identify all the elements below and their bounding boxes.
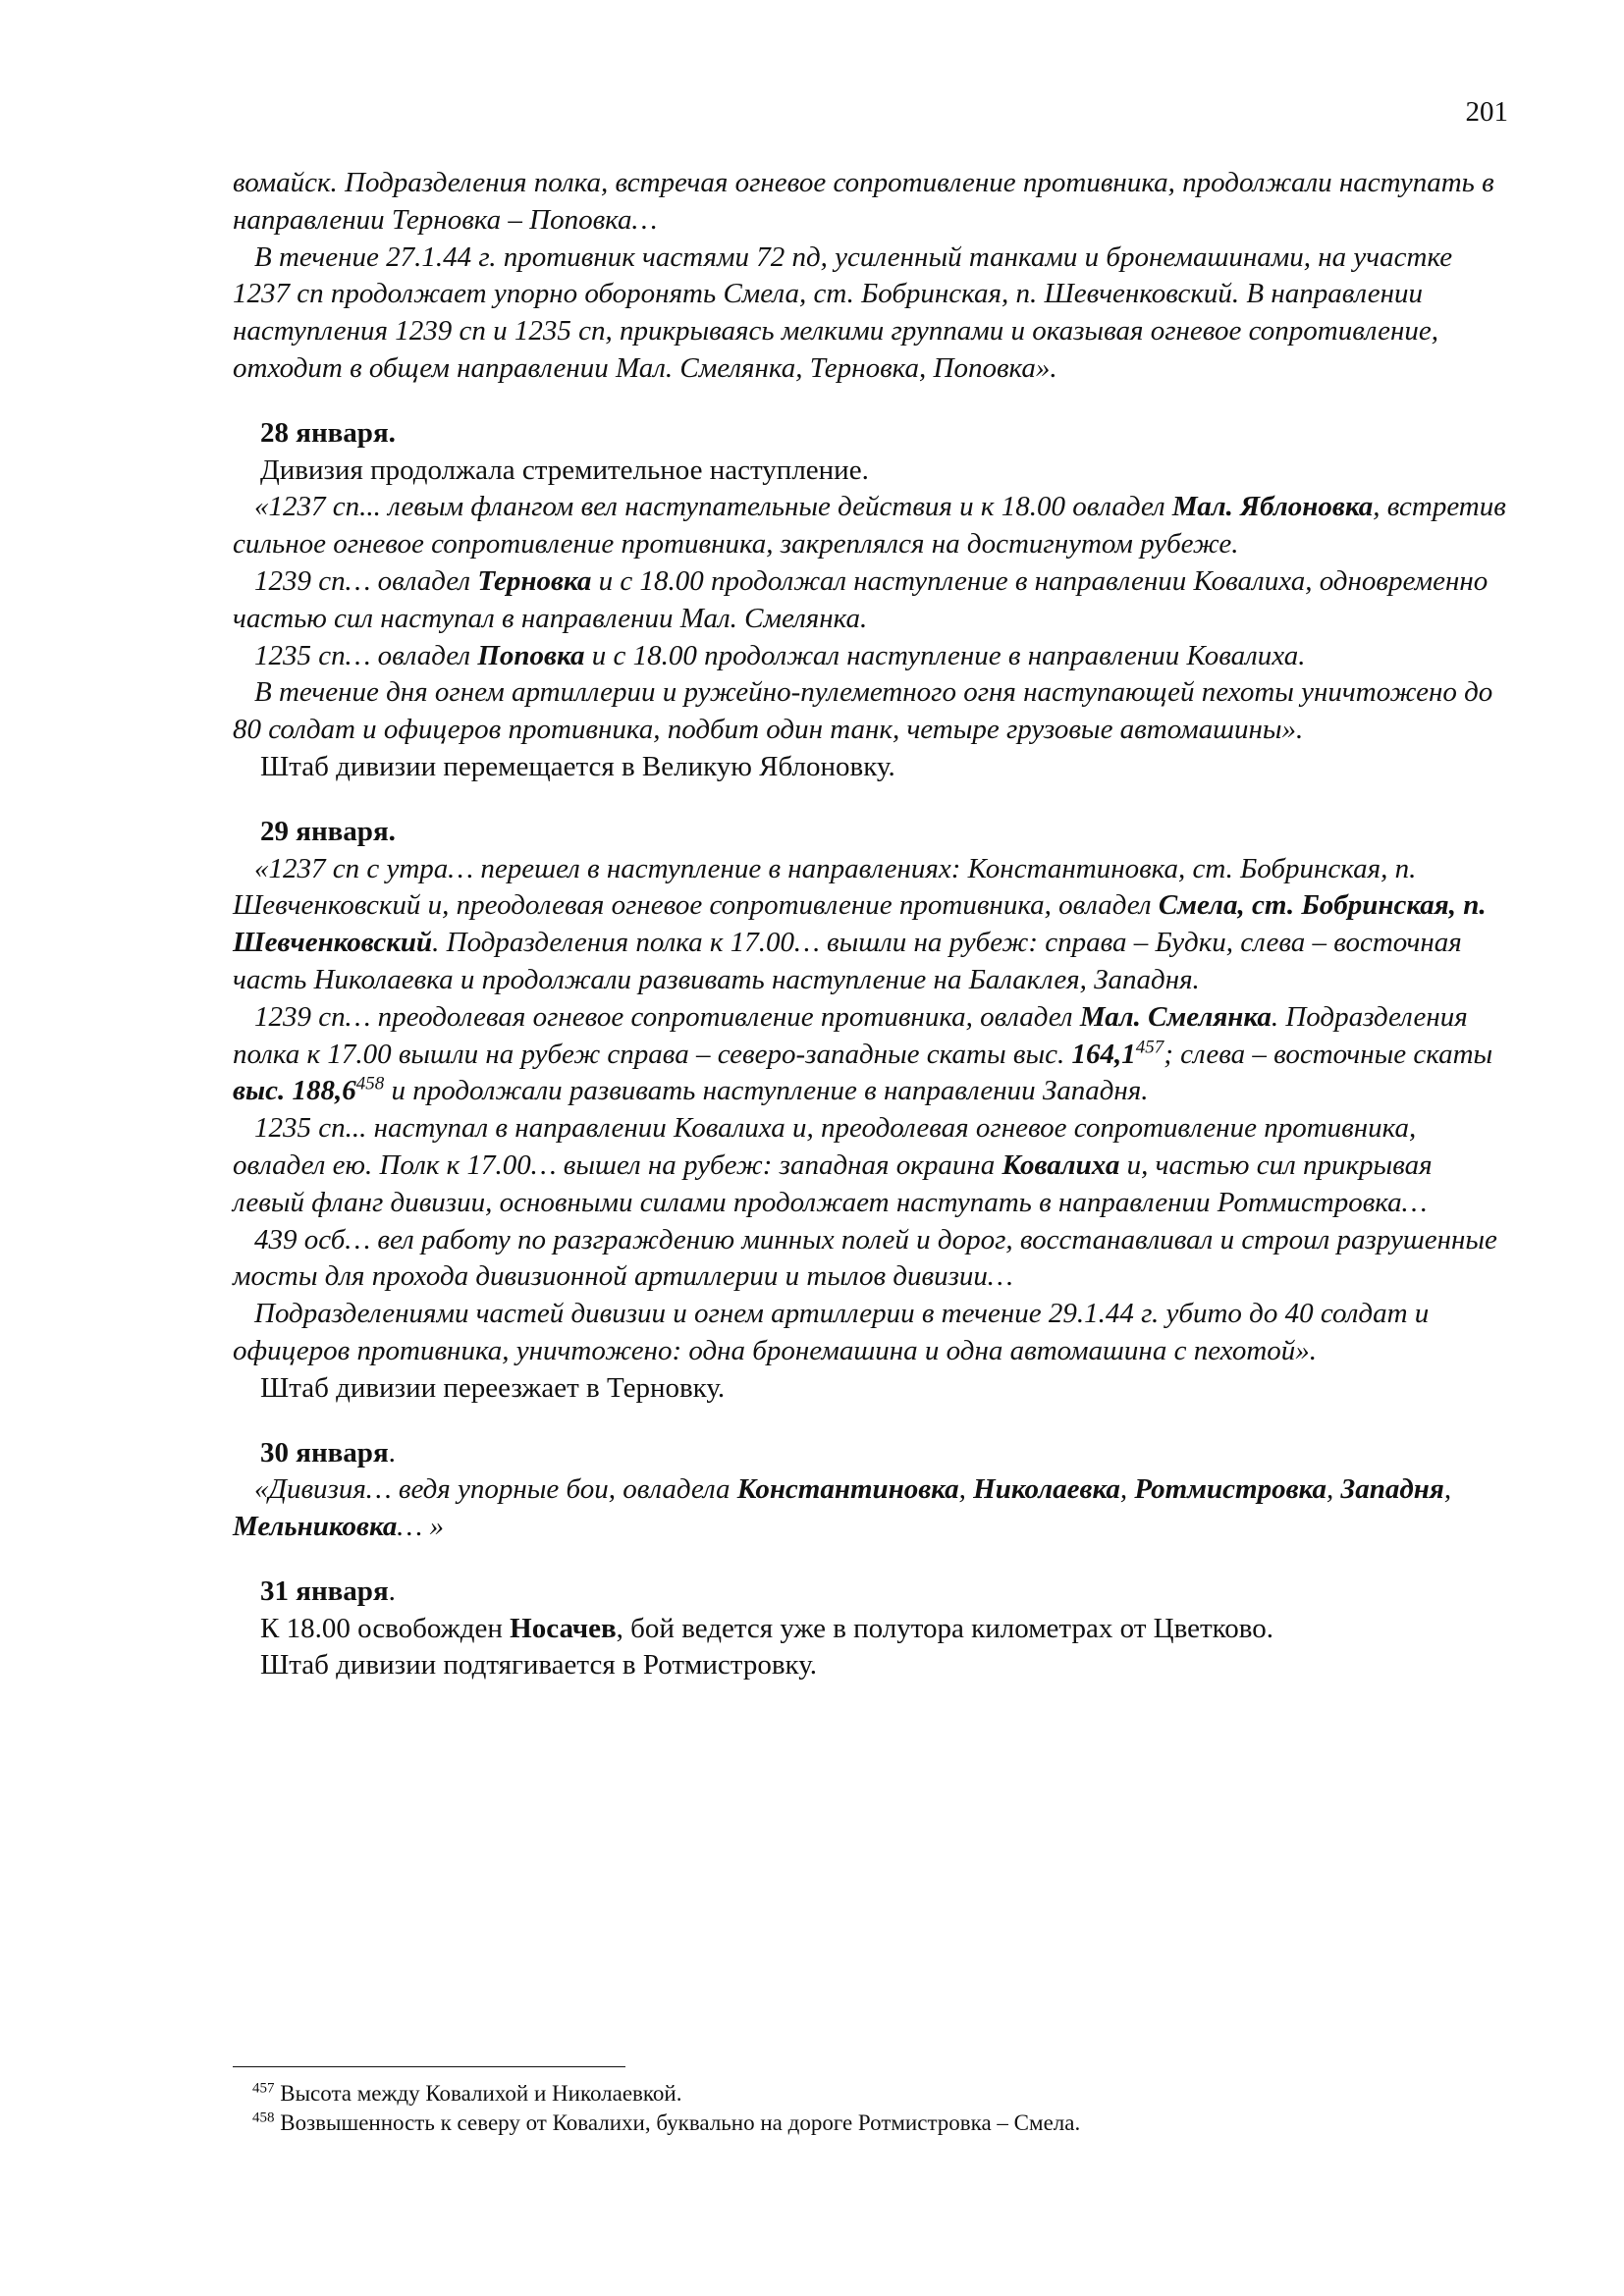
jan29-losses: Подразделениями частей дивизии и огнем артиллерии в течение 29.1.44 г. убито до 40 солдат и офицеров противника, уничтожено: одна бронемашина и одна автомашина с пехотой».	[233, 1298, 1430, 1366]
height-mark: выс. 188,6	[233, 1075, 356, 1107]
separator: ,	[958, 1473, 974, 1506]
text-run: 1239 сп… преодолевая огневое сопротивление противника, овладел	[254, 1000, 1080, 1033]
text-run: 1239 сп… овладел	[254, 564, 478, 597]
jan29-engineer-battalion: 439 осб… вел работу по разграждению минных полей и дорог, восстанавливал и строил разрушенные мосты для прохода дивизионной артиллерии и тылов дивизии…	[233, 1223, 1497, 1293]
separator: ,	[1119, 1473, 1135, 1506]
footnote-mark: 457	[252, 2080, 275, 2097]
heading-text: 31 января	[260, 1575, 389, 1607]
heading-dot: .	[388, 1575, 396, 1607]
jan31-hq: Штаб дивизии подтягивается в Ротмистровку.	[260, 1649, 818, 1682]
jan29-regiment-1239	[233, 999, 1509, 1110]
footnote-ref-457[interactable]: 457	[1135, 1036, 1164, 1057]
footnotes	[252, 2079, 1431, 2138]
jan28-regiment-1239	[233, 563, 1509, 638]
place-name: Константиновка	[736, 1473, 959, 1506]
heading-jan28: 28 января.	[260, 416, 396, 449]
heading-dot: .	[388, 1436, 396, 1468]
heading-jan29: 29 января.	[260, 815, 396, 847]
footnote-text: Возвышенность к северу от Ковалихи, буквально на дороге Ротмистровка – Смела.	[274, 2110, 1081, 2135]
jan28-regiment-1237	[233, 489, 1509, 563]
footnote-mark: 458	[252, 2109, 275, 2126]
separator: ,	[1443, 1473, 1452, 1506]
footnote-divider	[233, 2066, 625, 2067]
text-run: «1237 сп... левым флангом вел наступательные действия и к 18.00 овладел	[254, 491, 1172, 523]
text-run: . Подразделения полка к 17.00… вышли на рубеж: справа – Будки, слева – восточная часть Николаевка и продолжали развивать наступление на Балаклея, Западня.	[233, 927, 1462, 995]
heading-text: 30 января	[260, 1436, 389, 1468]
place-name: Поповка	[477, 639, 585, 671]
text-run: , встретив сильное огневое сопротивление противника, закреплялся на достигнутом рубеже.	[233, 491, 1506, 561]
place-name: Носачев	[510, 1612, 617, 1644]
place-name: Ротмистровка	[1134, 1473, 1327, 1506]
footnote-458	[252, 2109, 1431, 2138]
page-body	[233, 165, 1509, 1684]
jan28-hq: Штаб дивизии перемещается в Великую Яблоновку.	[260, 750, 895, 782]
footnote-text: Высота между Ковалихой и Николаевкой.	[274, 2081, 682, 2106]
text-run: … »	[397, 1511, 444, 1543]
text-run: 1235 сп... наступал в направлении Ковалиха и, преодолевая огневое сопротивление противника, овладел ею. Полк к 17.00… вышел на рубеж: западная окраина	[233, 1112, 1417, 1181]
place-name: Смела, ст. Бобринская, п. Шевченковский	[233, 889, 1487, 959]
text-run: 1235 сп… овладел	[254, 639, 478, 671]
text-run: и с 18.00 продолжал наступление в направлении Ковалиха, одновременно частью сил наступал в направлении Мал. Смелянка.	[233, 564, 1489, 634]
separator: ,	[1326, 1473, 1341, 1506]
place-name: Мал. Смелянка	[1079, 1000, 1272, 1033]
place-name: Николаевка	[973, 1473, 1120, 1506]
jan31-liberation	[233, 1611, 1509, 1648]
place-name: Терновка	[477, 564, 592, 597]
text-run: «1237 сп с утра… перешел в наступление в направлениях: Константиновка, ст. Бобринская, п. Шевченковский и, преодолевая огневое сопротивление противника, овладел	[233, 852, 1417, 922]
jan28-losses: В течение дня огнем артиллерии и ружейно-пулеметного огня наступающей пехоты уничтожено до 80 солдат и офицеров противника, подбит один танк, четыре грузовые автомашины».	[233, 676, 1493, 746]
text-run: , бой ведется уже в полутора километрах от Цветково.	[616, 1612, 1273, 1644]
text-run: и продолжали развивать наступление в направлении Западня.	[384, 1075, 1149, 1107]
text-run: и с 18.00 продолжал наступление в направлении Ковалиха.	[584, 639, 1306, 671]
continuation-paragraph: вомайск. Подразделения полка, встречая огневое сопротивление противника, продолжали наступать в направлении Терновка – Поповка…	[233, 167, 1494, 236]
text-run: . Подразделения полка к 17.00 вышли на рубеж справа – северо-западные скаты выс.	[233, 1000, 1468, 1070]
text-run: ; слева – восточные скаты	[1164, 1038, 1493, 1070]
footnote-457	[252, 2079, 1431, 2109]
text-run: «Дивизия… ведя упорные бои, овладела	[254, 1473, 737, 1506]
page-number: 201	[1465, 96, 1508, 128]
height-mark: 164,1	[1071, 1038, 1136, 1070]
jan29-hq: Штаб дивизии переезжает в Терновку.	[260, 1371, 726, 1404]
footnote-ref-458[interactable]: 458	[355, 1073, 385, 1095]
text-run: К 18.00 освобожден	[260, 1612, 511, 1644]
place-name: Западня	[1340, 1473, 1444, 1506]
heading-jan30	[233, 1435, 1509, 1472]
text-run: и, частью сил прикрывая левый фланг дивизии, основными силами продолжает наступать в направлении Ротмистровка…	[233, 1148, 1433, 1218]
jan28-regiment-1235	[233, 638, 1509, 675]
jan29-regiment-1235	[233, 1110, 1509, 1221]
paragraph-jan27: В течение 27.1.44 г. противник частями 72 пд, усиленный танками и бронемашинами, на участке 1237 сп продолжает упорно оборонять Смела, ст. Бобринская, п. Шевченковский. В направлении наступления 1239 сп и 1235 сп, прикрываясь мелкими группами и оказывая огневое сопротивление, отходит в общем направлении Мал. Смелянка, Терновка, Поповка».	[233, 240, 1453, 384]
place-name: Мельниковка	[233, 1511, 398, 1543]
jan30-division	[233, 1471, 1509, 1546]
jan29-regiment-1237	[233, 851, 1509, 999]
place-name: Мал. Яблоновка	[1171, 491, 1374, 523]
jan28-intro: Дивизия продолжала стремительное наступление.	[260, 454, 869, 486]
place-name: Ковалиха	[1001, 1148, 1120, 1181]
heading-jan31	[233, 1574, 1509, 1611]
